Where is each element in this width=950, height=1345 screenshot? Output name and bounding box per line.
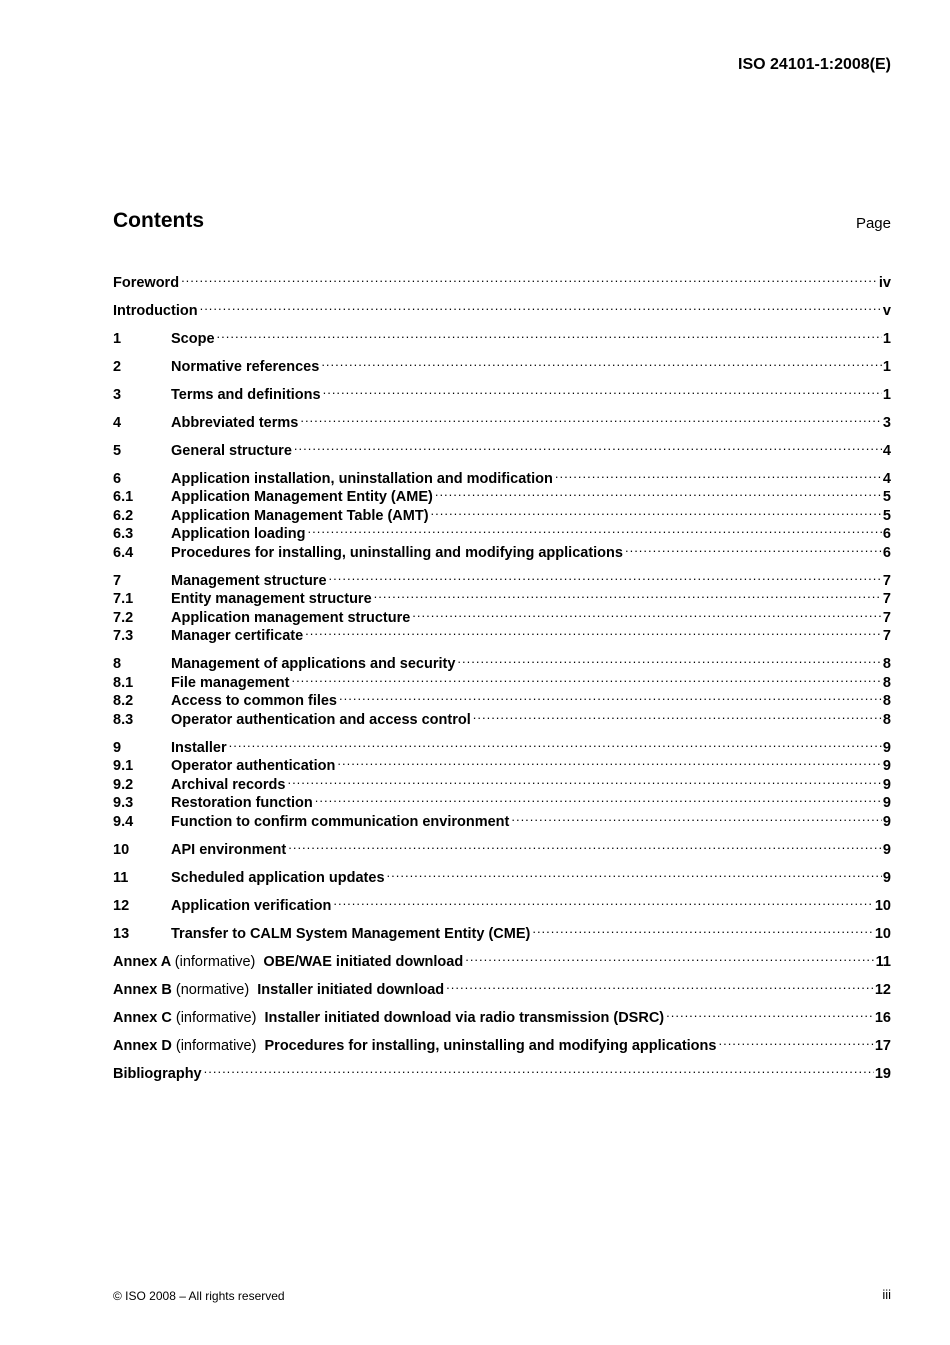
toc-entry[interactable] — [113, 863, 891, 886]
toc-entry[interactable] — [113, 733, 891, 756]
annex-kind: (informative) — [174, 953, 256, 970]
toc-entry-title[interactable]: Terms and definitions — [171, 386, 321, 403]
toc-entry-number: 8.2 — [113, 693, 134, 709]
annex-entry-page: 16 — [874, 1009, 891, 1026]
dot-leader — [473, 705, 882, 724]
toc-entry[interactable] — [113, 650, 891, 672]
toc-entry-title[interactable]: Application installation, uninstallation and modification — [171, 470, 553, 487]
toc-entry-page: 5 — [882, 507, 891, 524]
toc-entry-title[interactable]: Installer — [171, 739, 227, 756]
toc-entry-page: 6 — [882, 526, 891, 542]
toc-entry-title[interactable]: Function to confirm communication environment — [171, 813, 510, 830]
dot-leader — [718, 1031, 873, 1050]
toc-entry-title[interactable]: General structure — [171, 442, 292, 459]
toc-entry-title[interactable]: Application Management Entity (AME) — [171, 489, 433, 505]
toc-entry-number: 9.4 — [113, 813, 134, 830]
dot-leader — [532, 919, 874, 938]
annex-title: Installer initiated download via radio transmission (DSRC) — [264, 1009, 665, 1026]
annex-entry[interactable] — [113, 1003, 891, 1026]
dot-leader — [511, 807, 882, 826]
toc-entry[interactable] — [113, 268, 891, 291]
toc-entry-number: 11 — [113, 869, 129, 886]
toc-entry-page: 7 — [882, 572, 891, 589]
toc-entry-page: 7 — [882, 591, 891, 607]
toc-entry-number: 6.2 — [113, 507, 134, 524]
document-id: ISO 24101-1:2008(E) — [738, 56, 891, 73]
annex-title: Installer initiated download — [257, 981, 445, 998]
toc-entry[interactable] — [113, 324, 891, 347]
dot-leader — [181, 268, 878, 287]
toc-entry-page: 6 — [882, 544, 891, 561]
toc-entry-title[interactable]: Management structure — [171, 572, 327, 589]
toc-entry-title[interactable]: Application management structure — [171, 609, 411, 626]
annex-label: Annex D — [113, 1037, 172, 1054]
dot-leader — [323, 380, 882, 399]
dot-leader — [204, 1059, 874, 1078]
toc-entry-number: 8 — [113, 656, 122, 672]
dot-leader — [465, 947, 874, 966]
toc-entry-title[interactable]: Procedures for installing, uninstalling and modifying applications — [171, 544, 623, 561]
dot-leader — [555, 464, 882, 483]
toc-entry-title[interactable]: Transfer to CALM System Management Entity (CME) — [171, 925, 531, 942]
dot-leader — [666, 1003, 874, 1022]
toc-entry[interactable] — [113, 296, 891, 319]
toc-entry[interactable] — [113, 566, 891, 589]
toc-entry[interactable] — [113, 891, 891, 914]
dot-leader — [294, 436, 882, 455]
toc-entry-number: 6.4 — [113, 544, 134, 561]
toc-entry[interactable] — [113, 752, 891, 774]
toc-entry-page: 7 — [882, 628, 891, 644]
dot-leader — [308, 520, 882, 539]
toc-entry[interactable] — [113, 835, 891, 858]
toc-entry-number: 9.2 — [113, 776, 134, 793]
copyright-footer: © ISO 2008 – All rights reserved — [113, 1289, 285, 1303]
annex-entry[interactable] — [113, 1031, 891, 1054]
toc-entry-title[interactable]: Application verification — [171, 897, 332, 914]
annex-entry-page: 12 — [874, 981, 891, 998]
toc-entry-number: 7 — [113, 572, 122, 589]
toc-entry-number: 6.3 — [113, 526, 134, 542]
annex-entry-page: 11 — [875, 953, 891, 970]
annex-entry-title[interactable] — [113, 953, 463, 972]
page-column-label: Page — [855, 215, 891, 232]
page-title: Contents — [113, 209, 204, 232]
toc-entry-page: 9 — [882, 776, 891, 793]
toc-entry-page: 8 — [882, 656, 891, 672]
toc-entry-page: 9 — [882, 869, 891, 886]
table-of-contents — [113, 268, 891, 1082]
toc-entry-number: 2 — [113, 358, 122, 375]
toc-entry-number: 13 — [113, 925, 130, 942]
annex-kind: (normative) — [175, 981, 250, 998]
toc-entry-number: 1 — [113, 330, 122, 347]
annex-entry-page: 17 — [874, 1037, 891, 1054]
toc-entry-number: 4 — [113, 414, 122, 431]
dot-leader — [287, 770, 881, 789]
toc-entry[interactable] — [113, 464, 891, 487]
dot-leader — [300, 408, 882, 427]
toc-entry-number: 9.3 — [113, 795, 134, 811]
toc-entry[interactable] — [113, 408, 891, 431]
toc-entry-page: 4 — [882, 442, 891, 459]
dot-leader — [217, 324, 882, 343]
toc-entry-title[interactable]: Operator authentication — [171, 758, 336, 774]
toc-entry-page: 1 — [882, 386, 891, 403]
toc-entry-number: 7.3 — [113, 628, 134, 644]
dot-leader — [625, 538, 882, 557]
toc-entry-number: 8.1 — [113, 674, 134, 691]
toc-entry-title[interactable]: Foreword — [113, 274, 180, 291]
dot-leader — [435, 483, 882, 502]
toc-entry-page: 8 — [882, 693, 891, 709]
toc-entry-page: 1 — [882, 330, 891, 347]
dot-leader — [305, 622, 882, 641]
toc-entry-number: 12 — [113, 897, 130, 914]
annex-entry[interactable] — [113, 947, 891, 970]
dot-leader — [457, 650, 882, 669]
annex-label: Annex C — [113, 1009, 172, 1026]
bibliography-title[interactable]: Bibliography — [113, 1065, 202, 1082]
dot-leader — [374, 585, 882, 604]
toc-entry-title[interactable]: File management — [171, 674, 290, 691]
toc-entry-page: 7 — [882, 609, 891, 626]
annex-kind: (informative) — [175, 1009, 257, 1026]
toc-entry-page: 1 — [882, 358, 891, 375]
toc-entry-title[interactable]: Normative references — [171, 358, 320, 375]
dot-leader — [291, 668, 881, 687]
dot-leader — [412, 603, 882, 622]
dot-leader — [200, 296, 882, 315]
annex-entry-title[interactable] — [113, 1037, 716, 1056]
page-number: iii — [882, 1287, 891, 1302]
toc-entry-title[interactable]: Restoration function — [171, 795, 313, 811]
toc-entry-number: 6 — [113, 470, 122, 487]
toc-entry-page: v — [882, 302, 891, 319]
annex-entry-title[interactable] — [113, 981, 444, 1000]
dot-leader — [288, 835, 882, 854]
toc-entry-page: 5 — [882, 489, 891, 505]
toc-entry-number: 3 — [113, 386, 122, 403]
dot-leader — [337, 752, 882, 771]
contents-header — [113, 209, 891, 239]
dot-leader — [229, 733, 882, 752]
toc-entry-title[interactable]: Entity management structure — [171, 591, 372, 607]
annex-entry-title[interactable] — [113, 1009, 664, 1028]
toc-entry-number: 9 — [113, 739, 122, 756]
annex-label: Annex B — [113, 981, 172, 998]
toc-entry-title[interactable]: Operator authentication and access control — [171, 711, 471, 728]
toc-entry[interactable] — [113, 352, 891, 375]
toc-entry-title[interactable]: API environment — [171, 841, 287, 858]
annex-title: Procedures for installing, uninstalling and modifying applications — [264, 1037, 717, 1054]
annex-label: Annex A — [113, 953, 171, 970]
toc-entry-title[interactable]: Scheduled application updates — [171, 869, 385, 886]
toc-entry-page: 9 — [882, 795, 891, 811]
bibliography-entry[interactable] — [113, 1059, 891, 1082]
toc-entry-title[interactable]: Archival records — [171, 776, 286, 793]
annex-title: OBE/WAE initiated download — [263, 953, 464, 970]
toc-entry-page: 9 — [882, 841, 891, 858]
toc-entry-page: 9 — [882, 739, 891, 756]
dot-leader — [446, 975, 874, 994]
annex-kind: (informative) — [175, 1037, 257, 1054]
toc-entry-title[interactable]: Management of applications and security — [171, 656, 456, 672]
toc-entry-number: 7.1 — [113, 591, 134, 607]
toc-entry-number: 10 — [113, 841, 130, 858]
toc-entry-number: 6.1 — [113, 489, 134, 505]
toc-entry-page: 8 — [882, 674, 891, 691]
toc-entry-page: 3 — [882, 414, 891, 431]
toc-entry-title[interactable]: Scope — [171, 330, 215, 347]
toc-entry-page: 4 — [882, 470, 891, 487]
toc-entry[interactable] — [113, 436, 891, 459]
dot-leader — [321, 352, 882, 371]
toc-entry[interactable] — [113, 919, 891, 942]
bibliography-page: 19 — [874, 1065, 891, 1082]
dot-leader — [315, 789, 882, 808]
dot-leader — [387, 863, 882, 882]
toc-entry-page: 8 — [882, 711, 891, 728]
toc-entry-number: 5 — [113, 442, 122, 459]
dot-leader — [339, 687, 882, 706]
toc-entry-page: 9 — [882, 813, 891, 830]
toc-entry-page: 10 — [874, 925, 891, 942]
toc-entry-title[interactable]: Application Management Table (AMT) — [171, 507, 429, 524]
toc-entry-page: 9 — [882, 758, 891, 774]
toc-entry-title[interactable]: Introduction — [113, 302, 198, 319]
toc-entry-number: 7.2 — [113, 609, 134, 626]
toc-entry-title[interactable]: Abbreviated terms — [171, 414, 299, 431]
toc-entry-number: 9.1 — [113, 758, 134, 774]
toc-entry-title[interactable]: Access to common files — [171, 693, 337, 709]
dot-leader — [329, 566, 882, 585]
dot-leader — [333, 891, 874, 910]
toc-entry-page: iv — [878, 274, 891, 291]
toc-entry-title[interactable]: Application loading — [171, 526, 306, 542]
dot-leader — [431, 501, 882, 520]
toc-entry-number: 8.3 — [113, 711, 134, 728]
toc-entry-page: 10 — [874, 897, 891, 914]
toc-entry-title[interactable]: Manager certificate — [171, 628, 304, 644]
annex-entry[interactable] — [113, 975, 891, 998]
toc-entry[interactable] — [113, 380, 891, 403]
